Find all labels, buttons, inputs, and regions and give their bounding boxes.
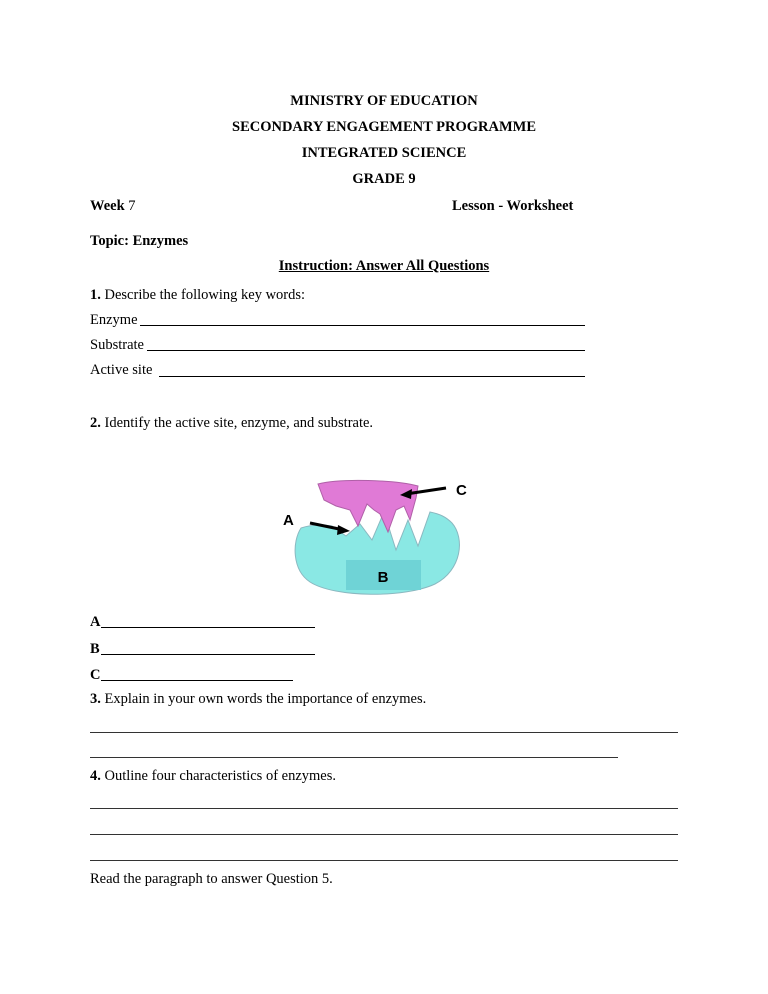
answer-line-q4-3[interactable]	[90, 860, 678, 861]
term-active-site: Active site	[90, 362, 153, 378]
diagram-label-a: A	[283, 512, 294, 529]
diagram-label-c: C	[456, 482, 467, 499]
answer-line-b[interactable]	[101, 654, 315, 655]
answer-line-a[interactable]	[101, 627, 315, 628]
question-1-number: 1.	[90, 287, 101, 303]
substrate-shape	[318, 480, 418, 532]
paragraph-instruction: Read the paragraph to answer Question 5.	[90, 871, 333, 887]
answer-line-q3-1[interactable]	[90, 732, 678, 733]
question-4-text: Outline four characteristics of enzymes.	[100, 768, 337, 784]
answer-line-q3-2[interactable]	[90, 757, 618, 758]
question-2-text: Identify the active site, enzyme, and substrate.	[100, 415, 374, 431]
question-4	[90, 769, 336, 784]
header-ministry: MINISTRY OF EDUCATION	[290, 93, 478, 109]
answer-label-a: A	[90, 614, 101, 630]
header-subject: INTEGRATED SCIENCE	[301, 145, 467, 161]
answer-label-b: B	[90, 641, 100, 657]
answer-line-substrate[interactable]	[147, 350, 585, 351]
answer-line-q4-1[interactable]	[90, 808, 678, 809]
question-3-text: Explain in your own words the importance of enzymes.	[100, 691, 427, 707]
question-3-number: 3.	[90, 691, 101, 707]
lesson-label: Lesson - Worksheet	[452, 198, 574, 214]
arrow-a-head	[337, 525, 350, 535]
question-3	[90, 692, 426, 707]
question-1-text: Describe the following key words:	[100, 287, 306, 303]
term-enzyme: Enzyme	[90, 312, 138, 328]
term-substrate: Substrate	[90, 337, 144, 353]
question-2	[90, 416, 373, 431]
question-2-number: 2.	[90, 415, 101, 431]
answer-label-c: C	[90, 667, 101, 683]
week-label: Week	[90, 198, 125, 214]
instruction: Instruction: Answer All Questions	[278, 258, 490, 274]
week-line	[90, 199, 136, 214]
answer-line-active-site[interactable]	[159, 376, 585, 377]
diagram-label-b: B	[377, 569, 389, 586]
answer-line-c[interactable]	[101, 680, 293, 681]
question-4-number: 4.	[90, 768, 101, 784]
answer-line-q4-2[interactable]	[90, 834, 678, 835]
topic-label: Topic: Enzymes	[90, 233, 189, 249]
enzyme-substrate-diagram	[270, 470, 490, 605]
header-programme: SECONDARY ENGAGEMENT PROGRAMME	[232, 119, 536, 135]
answer-line-enzyme[interactable]	[140, 325, 585, 326]
header-grade: GRADE 9	[352, 171, 416, 187]
week-value: 7	[124, 198, 136, 214]
question-1	[90, 288, 305, 303]
